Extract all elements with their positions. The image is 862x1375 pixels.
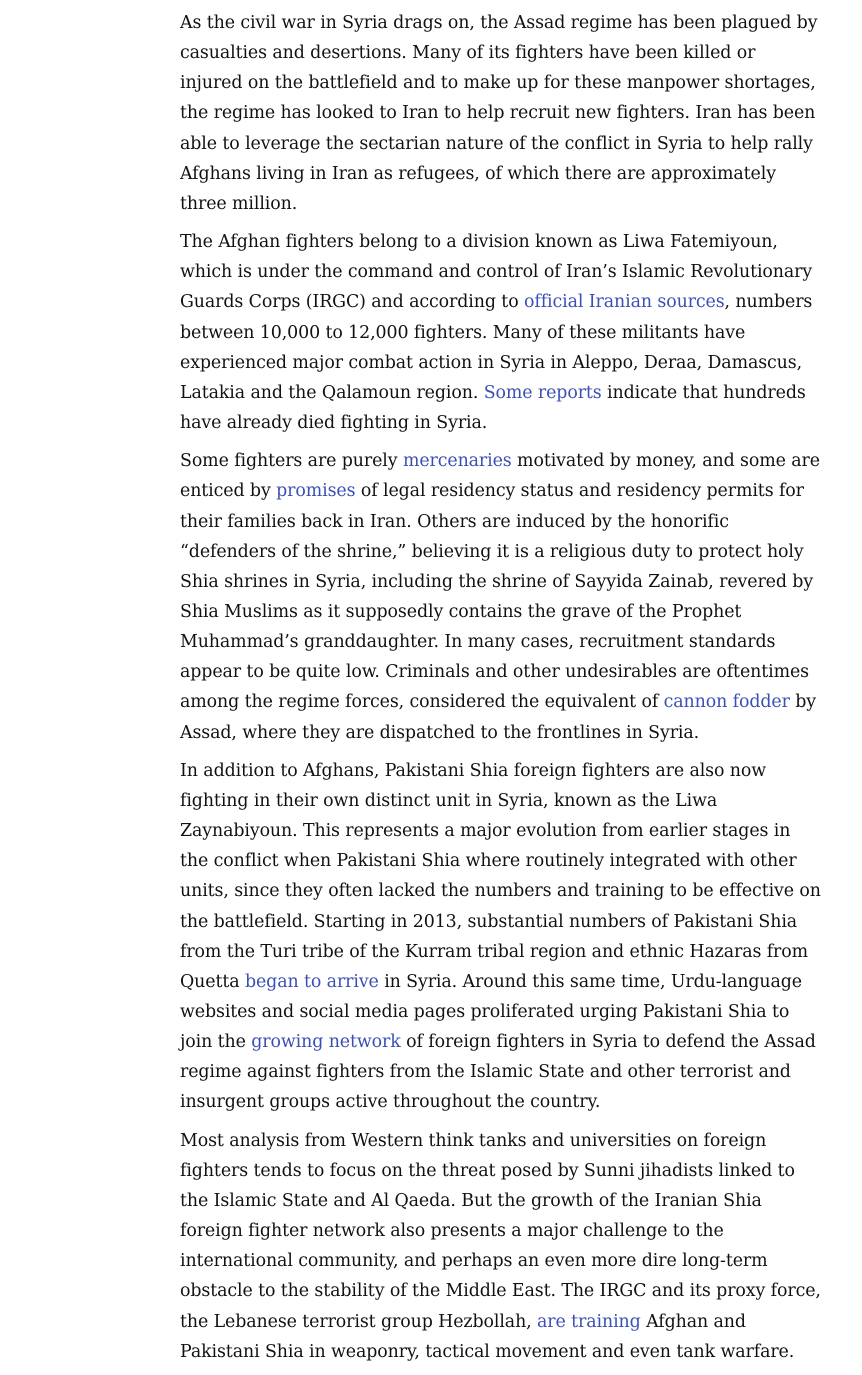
link-promises[interactable]: promises (276, 481, 356, 502)
link-cannon-fodder[interactable]: cannon fodder (663, 692, 790, 713)
article-paragraph (180, 446, 822, 748)
article-body (180, 8, 822, 1375)
link-mercenaries[interactable]: mercenaries (402, 451, 512, 472)
article-paragraph (180, 227, 822, 438)
paragraph-text: of legal residency status and residency permits for their families back in Iran. Others are induced by the honorific “defenders of the shrine,” believing it is a religious duty to protect holy Shia shrines in Syria, including the shrine of Sayyida Zainab, revered by Shia Muslims as it supposedly contains the grave of the Prophet Muhammad’s granddaughter. In many cases, recruitment standards appear to be quite low. Criminals and other undesirables are oftentimes among the regime forces, considered the equivalent of (180, 481, 814, 713)
article-paragraph (180, 1126, 822, 1367)
paragraph-text: The Afghan fighters belong to a division known as Liwa Fatemiyoun, which is under the command and control of Iran’s Islamic Revolutionary Guards Corps (IRGC) and according to (180, 232, 813, 313)
paragraph-text: indicate that hundreds have already died fighting in Syria. (180, 382, 806, 434)
paragraph-text: motivated by money, and some are enticed by (180, 451, 820, 502)
paragraph-text: , numbers between 10,000 to 12,000 fighters. Many of these militants have experienced major combat action in Syria in Aleppo, Deraa, Damascus, Latakia and the Qalamoun region. (180, 292, 813, 403)
paragraph-text: Some fighters are purely (180, 451, 403, 472)
paragraph-text: by Assad, where they are dispatched to the frontlines in Syria. (180, 692, 816, 743)
paragraph-text: in Syria. Around this same time, Urdu-language websites and social media pages proliferated urging Pakistani Shia to join the (180, 971, 802, 1053)
link-growing-network[interactable]: growing network (251, 1032, 401, 1053)
paragraph-text: of foreign fighters in Syria to defend the Assad regime against fighters from the Islamic State and other terrorist and insurgent groups active throughout the country. (180, 1032, 816, 1113)
link-official-iranian-sources[interactable]: official Iranian sources (524, 292, 725, 313)
paragraph-text: Most analysis from Western think tanks and universities on foreign fighters tends to focus on the threat posed by Sunni jihadists linked to the Islamic State and Al Qaeda. But the growth of the Iranian Shia foreign fighter network also presents a major challenge to the international community, and perhaps an even more dire long-term obstacle to the stability of the Middle East. The IRGC and its proxy force, the Lebanese terrorist group Hezbollah, (180, 1130, 821, 1332)
paragraph-text: Afghan and Pakistani Shia in weaponry, tactical movement and even tank warfare. (180, 1311, 795, 1362)
paragraph-text: In addition to Afghans, Pakistani Shia foreign fighters are also now fighting in their own distinct unit in Syria, known as the Liwa Zaynabiyoun. This represents a major evolution from earlier stages in the conflict when Pakistani Shia where routinely integrated with other units, since they often lacked the numbers and training to be effective on the battlefield. Starting in 2013, substantial numbers of Pakistani Shia from the Turi tribe of the Kurram tribal region and ethnic Hazaras from Quetta (180, 760, 821, 992)
link-some-reports[interactable]: Some reports (483, 382, 602, 403)
article-paragraph (180, 756, 822, 1118)
article-paragraph (180, 8, 822, 219)
link-are-training[interactable]: are training (537, 1311, 641, 1332)
link-began-to-arrive[interactable]: began to arrive (244, 971, 379, 992)
paragraph-text: As the civil war in Syria drags on, the Assad regime has been plagued by casualties and desertions. Many of its fighters have been killed or injured on the battlefield and to make up for these manpower shortages, the regime has looked to Iran to help recruit new fighters. Iran has been able to leverage the sectarian nature of the conflict in Syria to help rally Afghans living in Iran as refugees, of which there are approximately three million. (180, 13, 818, 214)
